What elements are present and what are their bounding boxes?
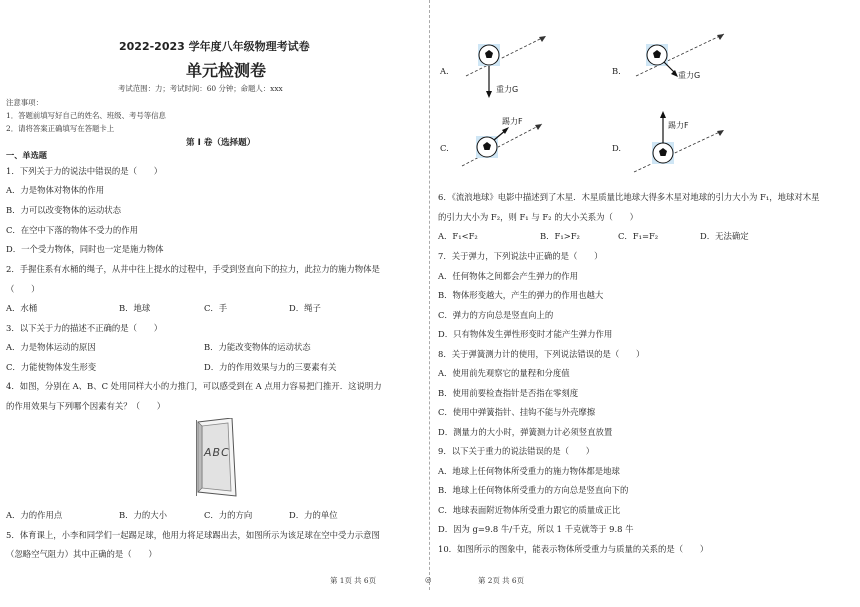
question-2-cont: （ ） (6, 284, 40, 294)
q5-option-b-label: B. (612, 66, 621, 76)
q5-option-d-label: D. (612, 143, 622, 153)
question-2: 2．手握住系有水桶的绳子，从井中往上提水的过程中，手受到竖直向下的拉力，此拉力的施力物体是 (6, 264, 380, 274)
q7-option-a: A．任何物体之间都会产生弹力的作用 (438, 271, 579, 281)
question-3: 3．以下关于力的描述不正确的是（ ） (6, 323, 163, 333)
q8-option-d: D．测量力的大小时，弹簧测力计必须竖直放置 (438, 427, 613, 437)
q2-option-b: B．地球 (119, 303, 151, 313)
q9-option-c: C．地球表面附近物体所受重力跟它的质量成正比 (438, 505, 621, 515)
gravity-label-b: 重力G (678, 71, 701, 80)
soccer-ball-kick-diagram-d (630, 106, 730, 180)
q3-option-a: A．力是物体运动的原因 (6, 342, 96, 352)
section-heading: 一、单选题 (6, 150, 47, 160)
q8-option-a: A．使用前先观察它的量程和分度值 (438, 368, 570, 378)
q5-option-a-label: A. (440, 66, 449, 76)
q2-option-c: C．手 (204, 303, 228, 313)
exam-subtitle: 单元检测卷 (186, 61, 267, 80)
question-4-cont: 的作用效果与下列哪个因素有关？（ ） (6, 401, 166, 411)
question-1: 1．下列关于力的说法中错误的是（ ） (6, 166, 163, 176)
q2-option-d: D．绳子 (289, 303, 321, 313)
q6-option-b: B．F₁>F₂ (540, 231, 580, 241)
q6-option-a: A．F₁<F₂ (438, 231, 478, 241)
notice-item-1: 1．答题前填写好自己的姓名、班级、考号等信息 (6, 111, 166, 120)
gravity-label-a: 重力G (496, 85, 519, 94)
q8-option-c: C．使用中弹簧指针、挂钩不能与外壳摩擦 (438, 407, 596, 417)
q4-option-c: C．力的方向 (204, 510, 253, 520)
door-figure (196, 418, 238, 500)
q4-option-b: B．力的大小 (119, 510, 168, 520)
q9-option-d: D．因为 g=9.8 牛/千克，所以 1 千克就等于 9.8 牛 (438, 524, 634, 534)
q2-option-a: A．水桶 (6, 303, 38, 313)
question-10: 10．如图所示的图象中，能表示物体所受重力与质量的关系的是（ ） (438, 544, 709, 554)
q6-option-c: C．F₁=F₂ (618, 231, 659, 241)
q5-figure-c (458, 112, 548, 176)
footer-mark: ◎ (425, 575, 432, 584)
q5-figure-b (632, 24, 732, 98)
q1-option-d: D．一个受力物体，同时也一定是施力物体 (6, 244, 164, 254)
q9-option-a: A．地球上任何物体所受重力的施力物体都是地球 (438, 466, 620, 476)
door-illustration (196, 418, 238, 500)
column-divider (429, 0, 430, 590)
q3-option-d: D．力的作用效果与力的三要素有关 (204, 362, 337, 372)
question-6: 6．《流浪地球》电影中描述到了木星．木星质量比地球大得多木星对地球的引力大小为 F₁，地球对木星 (438, 192, 820, 202)
q1-option-a: A．力是物体对物体的作用 (6, 185, 105, 195)
q9-option-b: B．地球上任何物体所受重力的方向总是竖直向下的 (438, 485, 629, 495)
question-5-cont: （忽略空气阻力）其中正确的是（ ） (6, 549, 157, 559)
q7-option-c: C．弹力的方向总是竖直向上的 (438, 310, 554, 320)
notice-title: 注意事项： (6, 98, 43, 107)
question-4: 4．如图，分别在 A、B、C 处用同样大小的力推门，可以感受到在 A 点用力容易把门推开．这说明力 (6, 381, 382, 391)
question-7: 7．关于弹力，下列说法中正确的是（ ） (438, 251, 603, 261)
q8-option-b: B．使用前要检查指针是否指在零刻度 (438, 388, 579, 398)
volume-heading: 第 I 卷（选择题） (186, 138, 256, 148)
q7-option-b: B．物体形变越大，产生的弹力的作用也越大 (438, 290, 604, 300)
q1-option-c: C．在空中下落的物体不受力的作用 (6, 225, 139, 235)
soccer-ball-gravity-diagram-b (632, 24, 732, 98)
q6-option-d: D．无法确定 (700, 231, 749, 241)
q1-option-b: B．力可以改变物体的运动状态 (6, 205, 122, 215)
q3-option-b: B．力能改变物体的运动状态 (204, 342, 311, 352)
question-8: 8．关于弹簧测力计的使用，下列说法错误的是（ ） (438, 349, 645, 359)
q5-option-c-label: C. (440, 143, 449, 153)
page-number-left: 第 1页 共 6页 (330, 576, 377, 585)
question-5: 5．体育课上，小李和同学们一起踢足球，他用力将足球踢出去，如图所示为该足球在空中受力示意图 (6, 530, 380, 540)
kick-label-c: 踢力F (502, 117, 523, 126)
q4-option-a: A．力的作用点 (6, 510, 63, 520)
kick-label-d: 踢力F (668, 121, 689, 130)
q3-option-c: C．力能使物体发生形变 (6, 362, 97, 372)
question-9: 9．以下关于重力的说法错误的是（ ） (438, 446, 595, 456)
question-6-cont: 的引力大小为 F₂，则 F₁ 与 F₂ 的大小关系为（ ） (438, 212, 638, 222)
q4-option-d: D．力的单位 (289, 510, 338, 520)
q5-figure-d (630, 106, 730, 180)
q7-option-d: D．只有物体发生弹性形变时才能产生弹力作用 (438, 329, 613, 339)
notice-item-2: 2．请将答案正确填写在答题卡上 (6, 124, 115, 133)
exam-info: 考试范围：力；考试时间：60 分钟；命题人：xxx (118, 84, 283, 93)
q5-figure-a (462, 30, 552, 102)
door-letters: ABC (204, 446, 230, 459)
page-number-right: 第 2页 共 6页 (478, 576, 525, 585)
exam-title: 2022-2023 学年度八年级物理考试卷 (119, 40, 310, 53)
